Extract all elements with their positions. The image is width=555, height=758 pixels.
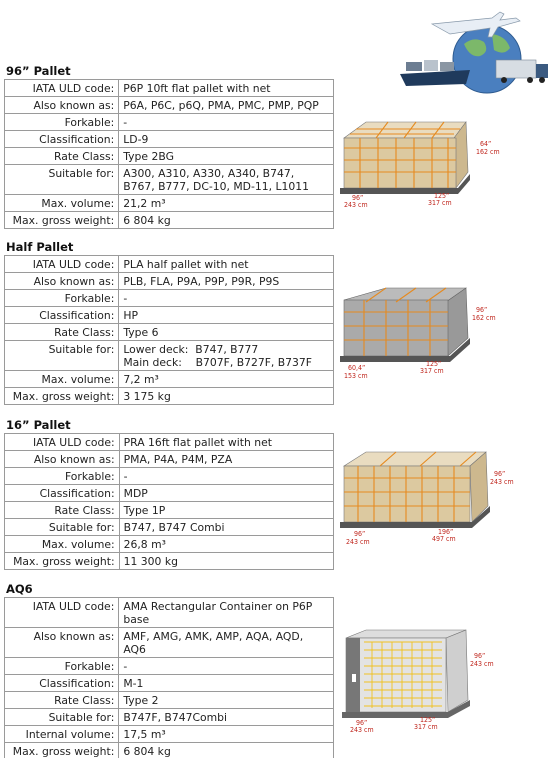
spec-value-line: 11 300 kg bbox=[123, 555, 178, 568]
spec-value-line: 17,5 m³ bbox=[123, 728, 166, 741]
half-pallet-illustration bbox=[336, 282, 511, 382]
dim-length-cm-label: 497 cm bbox=[432, 535, 456, 543]
spec-label: IATA ULD code: bbox=[5, 80, 119, 97]
dim-height-cm-label: 243 cm bbox=[470, 660, 494, 668]
spec-label: Rate Class: bbox=[5, 324, 119, 341]
spec-label: Classification: bbox=[5, 307, 119, 324]
spec-label: Classification: bbox=[5, 485, 120, 502]
spec-row bbox=[5, 388, 334, 405]
spec-value-line: - bbox=[123, 660, 128, 673]
dim-width-label: 96” bbox=[354, 530, 366, 538]
spec-row bbox=[5, 212, 334, 229]
spec-value-line: Type 1P bbox=[123, 504, 166, 517]
spec-row bbox=[5, 553, 334, 570]
dim-width-label: 60,4” bbox=[348, 364, 366, 372]
spec-value bbox=[119, 97, 334, 114]
dim-height-cm-label: 243 cm bbox=[490, 478, 514, 486]
dim-length-cm-label: 317 cm bbox=[428, 199, 452, 207]
spec-value bbox=[119, 536, 333, 553]
spec-value-line: 3 175 kg bbox=[123, 390, 171, 403]
dim-length-label: 125” bbox=[420, 716, 436, 724]
spec-row bbox=[5, 80, 334, 97]
spec-row bbox=[5, 692, 334, 709]
spec-value bbox=[119, 148, 334, 165]
spec-label: Max. gross weight: bbox=[5, 553, 120, 570]
spec-row bbox=[5, 307, 334, 324]
spec-label: Also known as: bbox=[5, 97, 119, 114]
dim-width-cm-label: 153 cm bbox=[344, 372, 368, 380]
spec-value-line: 6 804 kg bbox=[123, 745, 171, 758]
spec-value bbox=[119, 273, 334, 290]
spec-value-line: B747F, B747Combi bbox=[123, 711, 227, 724]
dim-height-label: 96” bbox=[476, 306, 488, 314]
spec-value bbox=[119, 658, 334, 675]
spec-value bbox=[119, 485, 333, 502]
spec-value-line: 26,8 m³ bbox=[123, 538, 166, 551]
spec-value-line: PLA half pallet with net bbox=[123, 258, 249, 271]
spec-value-line: PMA, P4A, P4M, PZA bbox=[123, 453, 233, 466]
spec-row bbox=[5, 273, 334, 290]
spec-row bbox=[5, 451, 334, 468]
spec-label: Rate Class: bbox=[5, 148, 119, 165]
spec-label: Forkable: bbox=[5, 114, 119, 131]
spec-value-line: Type 2BG bbox=[123, 150, 174, 163]
spec-row bbox=[5, 434, 334, 451]
spec-value-line: AQ6 bbox=[123, 643, 146, 656]
spec-value-line: Type 2 bbox=[123, 694, 159, 707]
spec-row bbox=[5, 371, 334, 388]
spec-label: Rate Class: bbox=[5, 502, 120, 519]
spec-row bbox=[5, 148, 334, 165]
dim-height-label: 96” bbox=[474, 652, 486, 660]
spec-label: Max. gross weight: bbox=[5, 743, 119, 758]
spec-value-line: 7,2 m³ bbox=[123, 373, 159, 386]
spec-row bbox=[5, 324, 334, 341]
spec-value-line: LD-9 bbox=[123, 133, 149, 146]
dim-length-cm-label: 317 cm bbox=[420, 367, 444, 375]
spec-value-line: PRA 16ft flat pallet with net bbox=[123, 436, 272, 449]
dim-width-label: 96” bbox=[352, 194, 364, 202]
section-title: 96” Pallet bbox=[6, 64, 71, 78]
spec-value bbox=[119, 324, 334, 341]
spec-value bbox=[119, 256, 334, 273]
dim-length-cm-label: 317 cm bbox=[414, 723, 438, 731]
dim-length-label: 196” bbox=[438, 528, 454, 536]
dim-length-label: 125” bbox=[434, 192, 450, 200]
spec-label: IATA ULD code: bbox=[5, 256, 119, 273]
spec-row bbox=[5, 195, 334, 212]
spec-row bbox=[5, 165, 334, 195]
spec-label: IATA ULD code: bbox=[5, 598, 119, 628]
spec-row bbox=[5, 743, 334, 758]
spec-value bbox=[119, 553, 333, 570]
spec-label: IATA ULD code: bbox=[5, 434, 120, 451]
spec-label: Suitable for: bbox=[5, 165, 119, 195]
spec-value bbox=[119, 451, 333, 468]
spec-row bbox=[5, 628, 334, 658]
spec-label: Classification: bbox=[5, 131, 119, 148]
spec-label: Suitable for: bbox=[5, 709, 119, 726]
spec-value-line: - bbox=[123, 470, 128, 483]
spec-row bbox=[5, 256, 334, 273]
spec-label: Classification: bbox=[5, 675, 119, 692]
spec-value-line: AMF, AMG, AMK, AMP, AQA, AQD, bbox=[123, 630, 304, 643]
section-title: AQ6 bbox=[6, 582, 33, 596]
spec-label: Internal volume: bbox=[5, 726, 119, 743]
spec-value-line: AMA Rectangular Container on P6P bbox=[123, 600, 313, 613]
spec-value bbox=[119, 114, 334, 131]
spec-row bbox=[5, 468, 334, 485]
aq6-container-illustration bbox=[336, 628, 511, 738]
spec-row bbox=[5, 536, 334, 553]
spec-value bbox=[119, 434, 333, 451]
spec-label: Also known as: bbox=[5, 451, 120, 468]
spec-value-line: 21,2 m³ bbox=[123, 197, 166, 210]
spec-value bbox=[119, 675, 334, 692]
dim-height-cm-label: 162 cm bbox=[476, 148, 500, 156]
spec-table-aq6 bbox=[4, 597, 334, 758]
spec-value-line: MDP bbox=[123, 487, 148, 500]
spec-value-line: 6 804 kg bbox=[123, 214, 171, 227]
dim-length-label: 125” bbox=[426, 360, 442, 368]
spec-table-16-pallet bbox=[4, 433, 334, 570]
spec-value bbox=[119, 628, 334, 658]
dim-height-label: 96” bbox=[494, 470, 506, 478]
spec-row bbox=[5, 131, 334, 148]
spec-label: Max. gross weight: bbox=[5, 212, 119, 229]
pallet-96-illustration bbox=[336, 110, 511, 210]
spec-label: Forkable: bbox=[5, 658, 119, 675]
spec-label: Suitable for: bbox=[5, 341, 119, 371]
spec-label: Max. volume: bbox=[5, 536, 120, 553]
spec-row bbox=[5, 97, 334, 114]
spec-value bbox=[119, 709, 334, 726]
spec-row bbox=[5, 485, 334, 502]
dim-width-cm-label: 243 cm bbox=[344, 201, 368, 209]
spec-value bbox=[119, 165, 334, 195]
spec-label: Rate Class: bbox=[5, 692, 119, 709]
spec-value bbox=[119, 388, 334, 405]
spec-value-line: P6P 10ft flat pallet with net bbox=[123, 82, 271, 95]
spec-row bbox=[5, 598, 334, 628]
spec-label: Max. gross weight: bbox=[5, 388, 119, 405]
spec-row bbox=[5, 519, 334, 536]
spec-value bbox=[119, 726, 334, 743]
spec-value bbox=[119, 502, 333, 519]
dim-width-cm-label: 243 cm bbox=[350, 726, 374, 734]
spec-value bbox=[119, 131, 334, 148]
section-title: 16” Pallet bbox=[6, 418, 71, 432]
logistics-illustration bbox=[392, 4, 552, 96]
section-title: Half Pallet bbox=[6, 240, 74, 254]
spec-value bbox=[119, 341, 334, 371]
spec-label: Max. volume: bbox=[5, 371, 119, 388]
spec-value bbox=[119, 743, 334, 758]
spec-value bbox=[119, 80, 334, 97]
spec-row bbox=[5, 709, 334, 726]
spec-value bbox=[119, 598, 334, 628]
spec-row bbox=[5, 290, 334, 307]
spec-row bbox=[5, 114, 334, 131]
spec-value bbox=[119, 195, 334, 212]
spec-value-line: HP bbox=[123, 309, 138, 322]
spec-row bbox=[5, 658, 334, 675]
spec-value-line: B767, B777, DC-10, MD-11, L1011 bbox=[123, 180, 309, 193]
spec-value-line: Lower deck: B747, B777 bbox=[123, 343, 259, 356]
spec-label: Also known as: bbox=[5, 273, 119, 290]
dim-height-cm-label: 162 cm bbox=[472, 314, 496, 322]
spec-value bbox=[119, 290, 334, 307]
dim-width-cm-label: 243 cm bbox=[346, 538, 370, 546]
spec-label: Also known as: bbox=[5, 628, 119, 658]
spec-value bbox=[119, 692, 334, 709]
spec-value-line: base bbox=[123, 613, 150, 626]
spec-value-line: Type 6 bbox=[123, 326, 159, 339]
spec-row bbox=[5, 502, 334, 519]
spec-value-line: PLB, FLA, P9A, P9P, P9R, P9S bbox=[123, 275, 280, 288]
spec-label: Max. volume: bbox=[5, 195, 119, 212]
spec-value-line: P6A, P6C, p6Q, PMA, PMC, PMP, PQP bbox=[123, 99, 319, 112]
pallet-16-illustration bbox=[336, 448, 526, 548]
dim-height-label: 64” bbox=[480, 140, 492, 148]
spec-value-line: - bbox=[123, 116, 128, 129]
spec-value bbox=[119, 212, 334, 229]
spec-label: Forkable: bbox=[5, 468, 120, 485]
spec-row bbox=[5, 341, 334, 371]
spec-value-line: - bbox=[123, 292, 128, 305]
spec-value-line: A300, A310, A330, A340, B747, bbox=[123, 167, 295, 180]
spec-value bbox=[119, 468, 333, 485]
spec-value-line: Main deck: B707F, B727F, B737F bbox=[123, 356, 313, 369]
spec-value bbox=[119, 519, 333, 536]
spec-table-half-pallet bbox=[4, 255, 334, 405]
dim-width-label: 96” bbox=[356, 719, 368, 727]
spec-row bbox=[5, 726, 334, 743]
spec-row bbox=[5, 675, 334, 692]
spec-table-96-pallet bbox=[4, 79, 334, 229]
spec-value bbox=[119, 371, 334, 388]
spec-label: Forkable: bbox=[5, 290, 119, 307]
spec-value-line: M-1 bbox=[123, 677, 144, 690]
spec-value-line: B747, B747 Combi bbox=[123, 521, 225, 534]
spec-value bbox=[119, 307, 334, 324]
spec-label: Suitable for: bbox=[5, 519, 120, 536]
